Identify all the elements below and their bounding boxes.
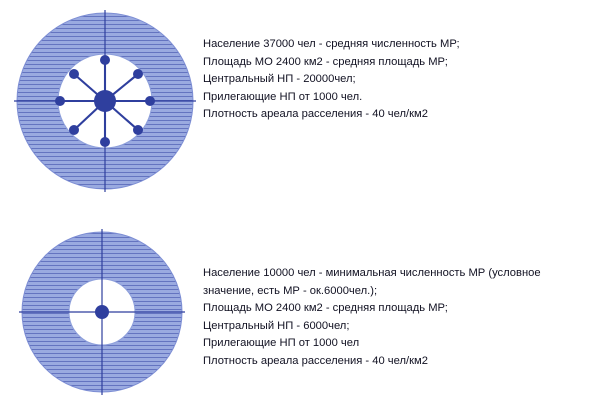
- description-line: Плотность ареала расселения - 40 чел/км2: [203, 354, 428, 367]
- description-line: Население 37000 чел - средняя численность МР;: [203, 38, 460, 50]
- description-line: Прилегающие НП от 1000 чел: [203, 337, 360, 349]
- description-line: Прилегающие НП от 1000 чел.: [203, 90, 363, 103]
- description-line: Центральный НП - 6000чел;: [203, 319, 350, 332]
- description-line: значение, есть МР - ок.6000чел.);: [203, 284, 378, 297]
- description-line: Центральный НП - 20000чел;: [203, 73, 356, 85]
- central-settlement-node: [94, 90, 116, 112]
- diagram-block-average: [0, 0, 600, 203]
- description-line: Плотность ареала расселения - 40 чел/км2: [203, 108, 428, 120]
- settlement-diagram-average-svg: [12, 8, 198, 194]
- description-line: Население 10000 чел - минимальная численность МР (условное: [203, 267, 541, 279]
- settlement-diagram-average: [12, 8, 198, 194]
- diagram-block-minimal: [0, 203, 600, 406]
- description-average: [203, 36, 595, 124]
- settlement-diagram-minimal-svg: [12, 225, 198, 411]
- description-line: Площадь МО 2400 км2 - средняя площадь МР;: [203, 302, 448, 314]
- central-settlement-node: [95, 305, 109, 319]
- description-minimal: [203, 265, 595, 370]
- settlement-diagram-minimal: [12, 225, 198, 411]
- description-line: Площадь МО 2400 км2 - средняя площадь МР;: [203, 55, 448, 68]
